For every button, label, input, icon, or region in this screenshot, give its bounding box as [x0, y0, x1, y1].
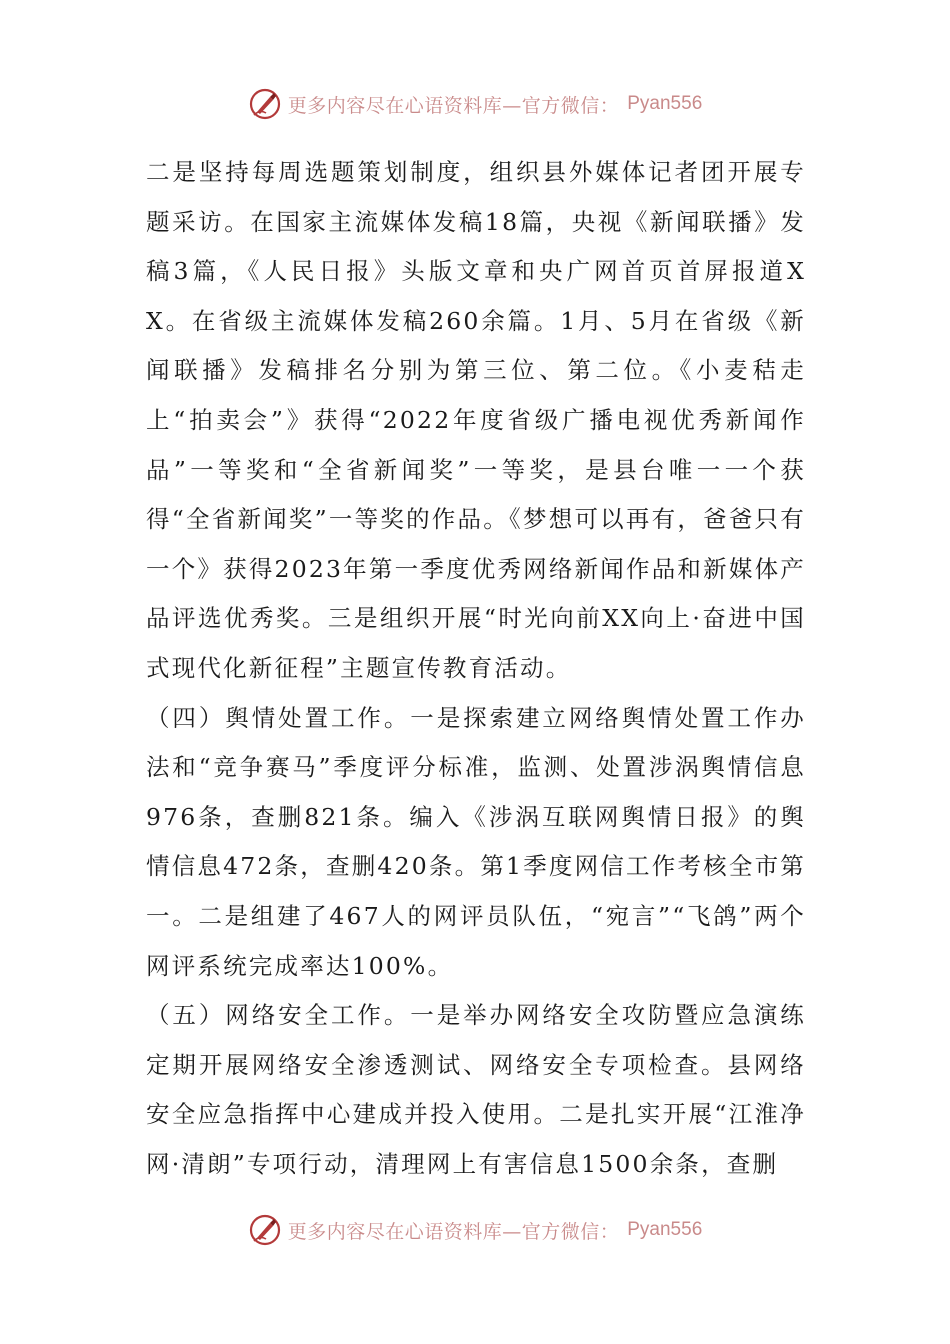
pen-logo-icon [248, 87, 282, 121]
pen-logo-icon [248, 1213, 282, 1247]
watermark-wechat-id: Pyan556 [627, 93, 703, 114]
paragraph-media-coverage: 二是坚持每周选题策划制度，组织县外媒体记者团开展专题采访。在国家主流媒体发稿18篇，央视《新闻联播》发稿3篇，《人民日报》头版文章和央广网首页首屏报道XX。在省级主流媒体发稿260余篇。1月、5月在省级《新闻联播》发稿排名分别为第三位、第二位。《小麦秸走上“拍卖会”》获得“2022年度省级广播电视优秀新闻作品”一等奖和“全省新闻奖”一等奖，是县台唯一一个获得“全省新闻奖”一等奖的作品。《梦想可以再有，爸爸只有一个》获得2023年第一季度优秀网络新闻作品和新媒体产品评选优秀奖。三是组织开展“时光向前XX向上·奋进中国式现代化新征程”主题宣传教育活动。 [146, 158, 806, 682]
paragraph-public-opinion: （四）舆情处置工作。一是探索建立网络舆情处置工作办法和“竞争赛马”季度评分标准，监测、处置涉涡舆情信息976条，查删821条。编入《涉涡互联网舆情日报》的舆情信息472条，查删420条。第1季度网信工作考核全市第一。二是组建了467人的网评员队伍，“宛言”“飞鸽”两个网评系统完成率达100%。 [146, 703, 806, 980]
watermark-text: 更多内容尽在心语资料库—官方微信： [287, 1220, 620, 1243]
paragraph-network-security: （五）网络安全工作。一是举办网络安全攻防暨应急演练定期开展网络安全渗透测试、网络安全专项检查。县网络安全应急指挥中心建成并投入使用。二是扎实开展“江淮净网·清朗”专项行动，清理网上有害信息1500余条，查删 [146, 1001, 806, 1178]
footer-watermark [0, 1210, 950, 1250]
watermark-text: 更多内容尽在心语资料库—官方微信： [287, 94, 620, 117]
header-watermark [0, 84, 950, 124]
watermark-wechat-id: Pyan556 [627, 1219, 703, 1240]
document-body [146, 148, 806, 1189]
